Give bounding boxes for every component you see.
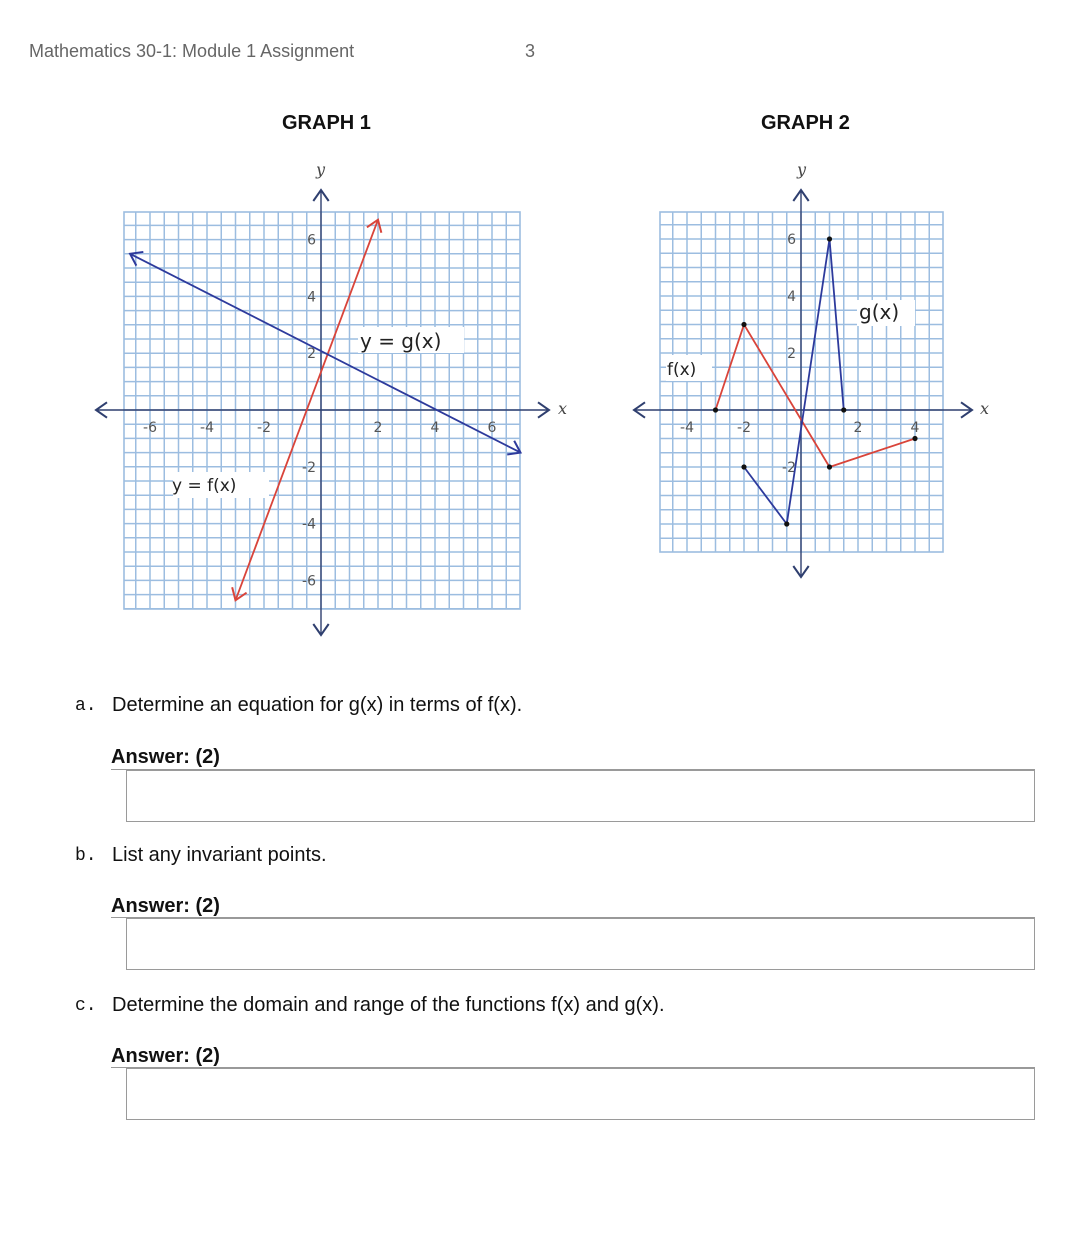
answer-c-label: Answer: (2) (111, 1045, 220, 1067)
question-a-text: Determine an equation for g(x) in terms of f(x). (112, 694, 523, 716)
header-title: Mathematics 30-1: Module 1 Assignment (29, 41, 355, 61)
g1-x-tick-label: 6 (487, 420, 497, 436)
g2-y-tick-label: 2 (787, 346, 796, 362)
g2-x-tick-label: -4 (680, 420, 694, 436)
g1-y-tick-label: 2 (307, 346, 316, 363)
question-a-letter: a. (75, 696, 97, 716)
answer-b-label: Answer: (2) (111, 895, 220, 917)
graph1-y-axis-label: y (316, 160, 326, 179)
question-b-letter: b. (75, 846, 97, 866)
graph2-f-label: f(x) (667, 360, 697, 380)
g1-x-tick-label: -4 (200, 420, 214, 436)
g2-x-tick-label: -2 (737, 420, 751, 436)
g2-series-1-point (741, 464, 746, 469)
g1-x-tick-label: 2 (373, 420, 383, 436)
graph1-tick-labels (143, 233, 497, 590)
g1-y-tick-label: -2 (302, 459, 316, 476)
g1-y-tick-label: -4 (302, 516, 316, 533)
g2-series-1-point (827, 236, 832, 241)
g2-series-1-point (841, 407, 846, 412)
page-number: 3 (525, 41, 536, 61)
g2-series-0-point (827, 464, 832, 469)
g1-x-tick-label: 4 (430, 420, 440, 436)
answer-b-input[interactable] (126, 918, 1035, 970)
graph1-chart (90, 155, 580, 650)
g2-x-tick-label: 4 (910, 420, 920, 436)
g2-y-tick-label: -2 (782, 460, 796, 476)
graph2-title: GRAPH 2 (761, 112, 850, 134)
graph2-chart (630, 155, 1000, 585)
g1-x-tick-label: -2 (257, 420, 271, 436)
g2-series-0-point (912, 436, 917, 441)
question-b-text: List any invariant points. (112, 844, 327, 866)
graph1-f-label: y = f(x) (172, 476, 237, 496)
g2-x-tick-label: 2 (853, 420, 863, 436)
answer-c-input[interactable] (126, 1068, 1035, 1120)
g1-y-tick-label: 6 (307, 232, 316, 249)
g2-series-0-point (713, 407, 718, 412)
g2-y-tick-label: 4 (787, 289, 796, 305)
g2-y-tick-label: 6 (787, 232, 796, 248)
g2-series-1-point (784, 521, 789, 526)
g2-series-0-point (741, 322, 746, 327)
graph2-x-axis-label: x (980, 399, 990, 418)
g1-x-tick-label: -6 (143, 420, 157, 436)
graph1-title: GRAPH 1 (282, 112, 371, 134)
question-c-letter: c. (75, 996, 97, 1016)
g1-y-tick-label: 4 (307, 289, 316, 306)
answer-a-input[interactable] (126, 770, 1035, 822)
graph2-y-axis-label: y (797, 160, 807, 179)
graph1-x-axis-label: x (558, 399, 568, 418)
question-c-text: Determine the domain and range of the functions f(x) and g(x). (112, 994, 665, 1016)
answer-a-label: Answer: (2) (111, 746, 220, 768)
graph2-axes (634, 190, 972, 577)
graph2-g-label: g(x) (859, 300, 900, 324)
graph1-g-label: y = g(x) (360, 329, 442, 353)
g1-y-tick-label: -6 (302, 573, 316, 590)
